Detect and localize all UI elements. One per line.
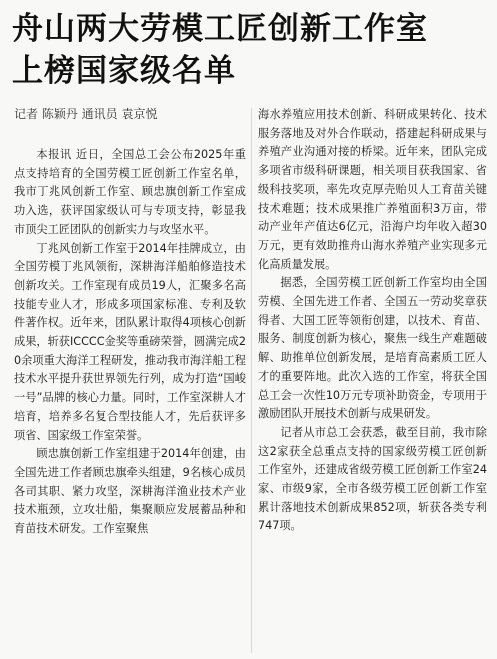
article-paragraph: 据悉，全国劳模工匠创新工作室均由全国劳模、全国先进工作者、全国五一劳动奖章获得者、大国工匠等领衔创建，以技术、育苗、服务、制度创新为核心，聚焦一线生产难题破解、助推单位创新发展，是培育高素质工匠人才的重要阵地。此次入选的工作室，将获全国总工会一次性10万元专项补助资金，专项用于激励团队开展技术创新与成果研发。 xyxy=(258,276,487,421)
article-paragraph: 本报讯 近日，全国总工会公布2025年重点支持培育的全国劳模工匠创新工作室名单，我市丁兆风创新工作室、顾忠旗创新工作室成功入选，获评国家级认可与专项支持，彰显我市顶尖工匠团队的创新实力与攻坚水平。 xyxy=(14,148,246,236)
headline-line-1: 舟山两大劳模工匠创新工作室 xyxy=(12,11,428,47)
article-byline: 记者 陈颖丹 通讯员 袁京悦 xyxy=(14,107,158,121)
headline-line-2: 上榜国家级名单 xyxy=(12,53,236,89)
article-column-right xyxy=(258,106,487,654)
column-divider xyxy=(251,108,252,653)
article-paragraph: 丁兆风创新工作室于2014年挂牌成立，由全国劳模丁兆风领衔，深耕海洋船舶修造技术创新攻关。工作室现有成员19人，汇聚多名高技能专业人才，形成多项国家标准、专利及软件著作权。近年来，团队累计取得4项核心创新成果，斩获ICCCC金奖等重磅荣誉，圆满完成20余项重大海洋工程研发，推动我市海洋船工程技术水平提升获世界领先行列，成为打造“国峻一号”品牌的核心力量。同时，工作室深耕人才培育，培养多名复合型技能人才，先后获评多项省、国家级工作室荣誉。 xyxy=(14,241,246,442)
article-column-left xyxy=(14,146,246,654)
article-paragraph-continued: 海水养殖应用技术创新、科研成果转化、技术服务落地及对外合作联动，搭建起科研成果与养殖产业沟通对接的桥梁。近年来，团队完成多项省市级科研课题，相关项目获我国家、省级科技奖项，率先攻克厚壳贻贝人工育苗关键技术难题；技术成果推广养殖面积3万亩，带动产业年产值达6亿元，沿海户均年收入超30万元，更有效助推舟山海水养殖产业实现多元化高质量发展。 xyxy=(258,108,487,271)
article-headline xyxy=(12,8,487,92)
article-paragraph: 记者从市总工会获悉，截至目前，我市除这2家获全总重点支持的国家级劳模工匠创新工作室外，还建成省级劳模工匠创新工作室24家、市级9家，全市各级劳模工匠创新工作室累计落地技术创新成果852项，斩获各类专利747项。 xyxy=(258,425,487,533)
article-paragraph: 顾忠旗创新工作室组建于2014年创建，由全国先进工作者顾忠旗牵头组建，9名核心成员各司其职、紧力攻坚，深耕海洋渔业技术产业技术瓶颈，立攻壮船，集聚顺应发展蓄品种和育苗技术研发。工作室聚焦 xyxy=(14,447,246,536)
